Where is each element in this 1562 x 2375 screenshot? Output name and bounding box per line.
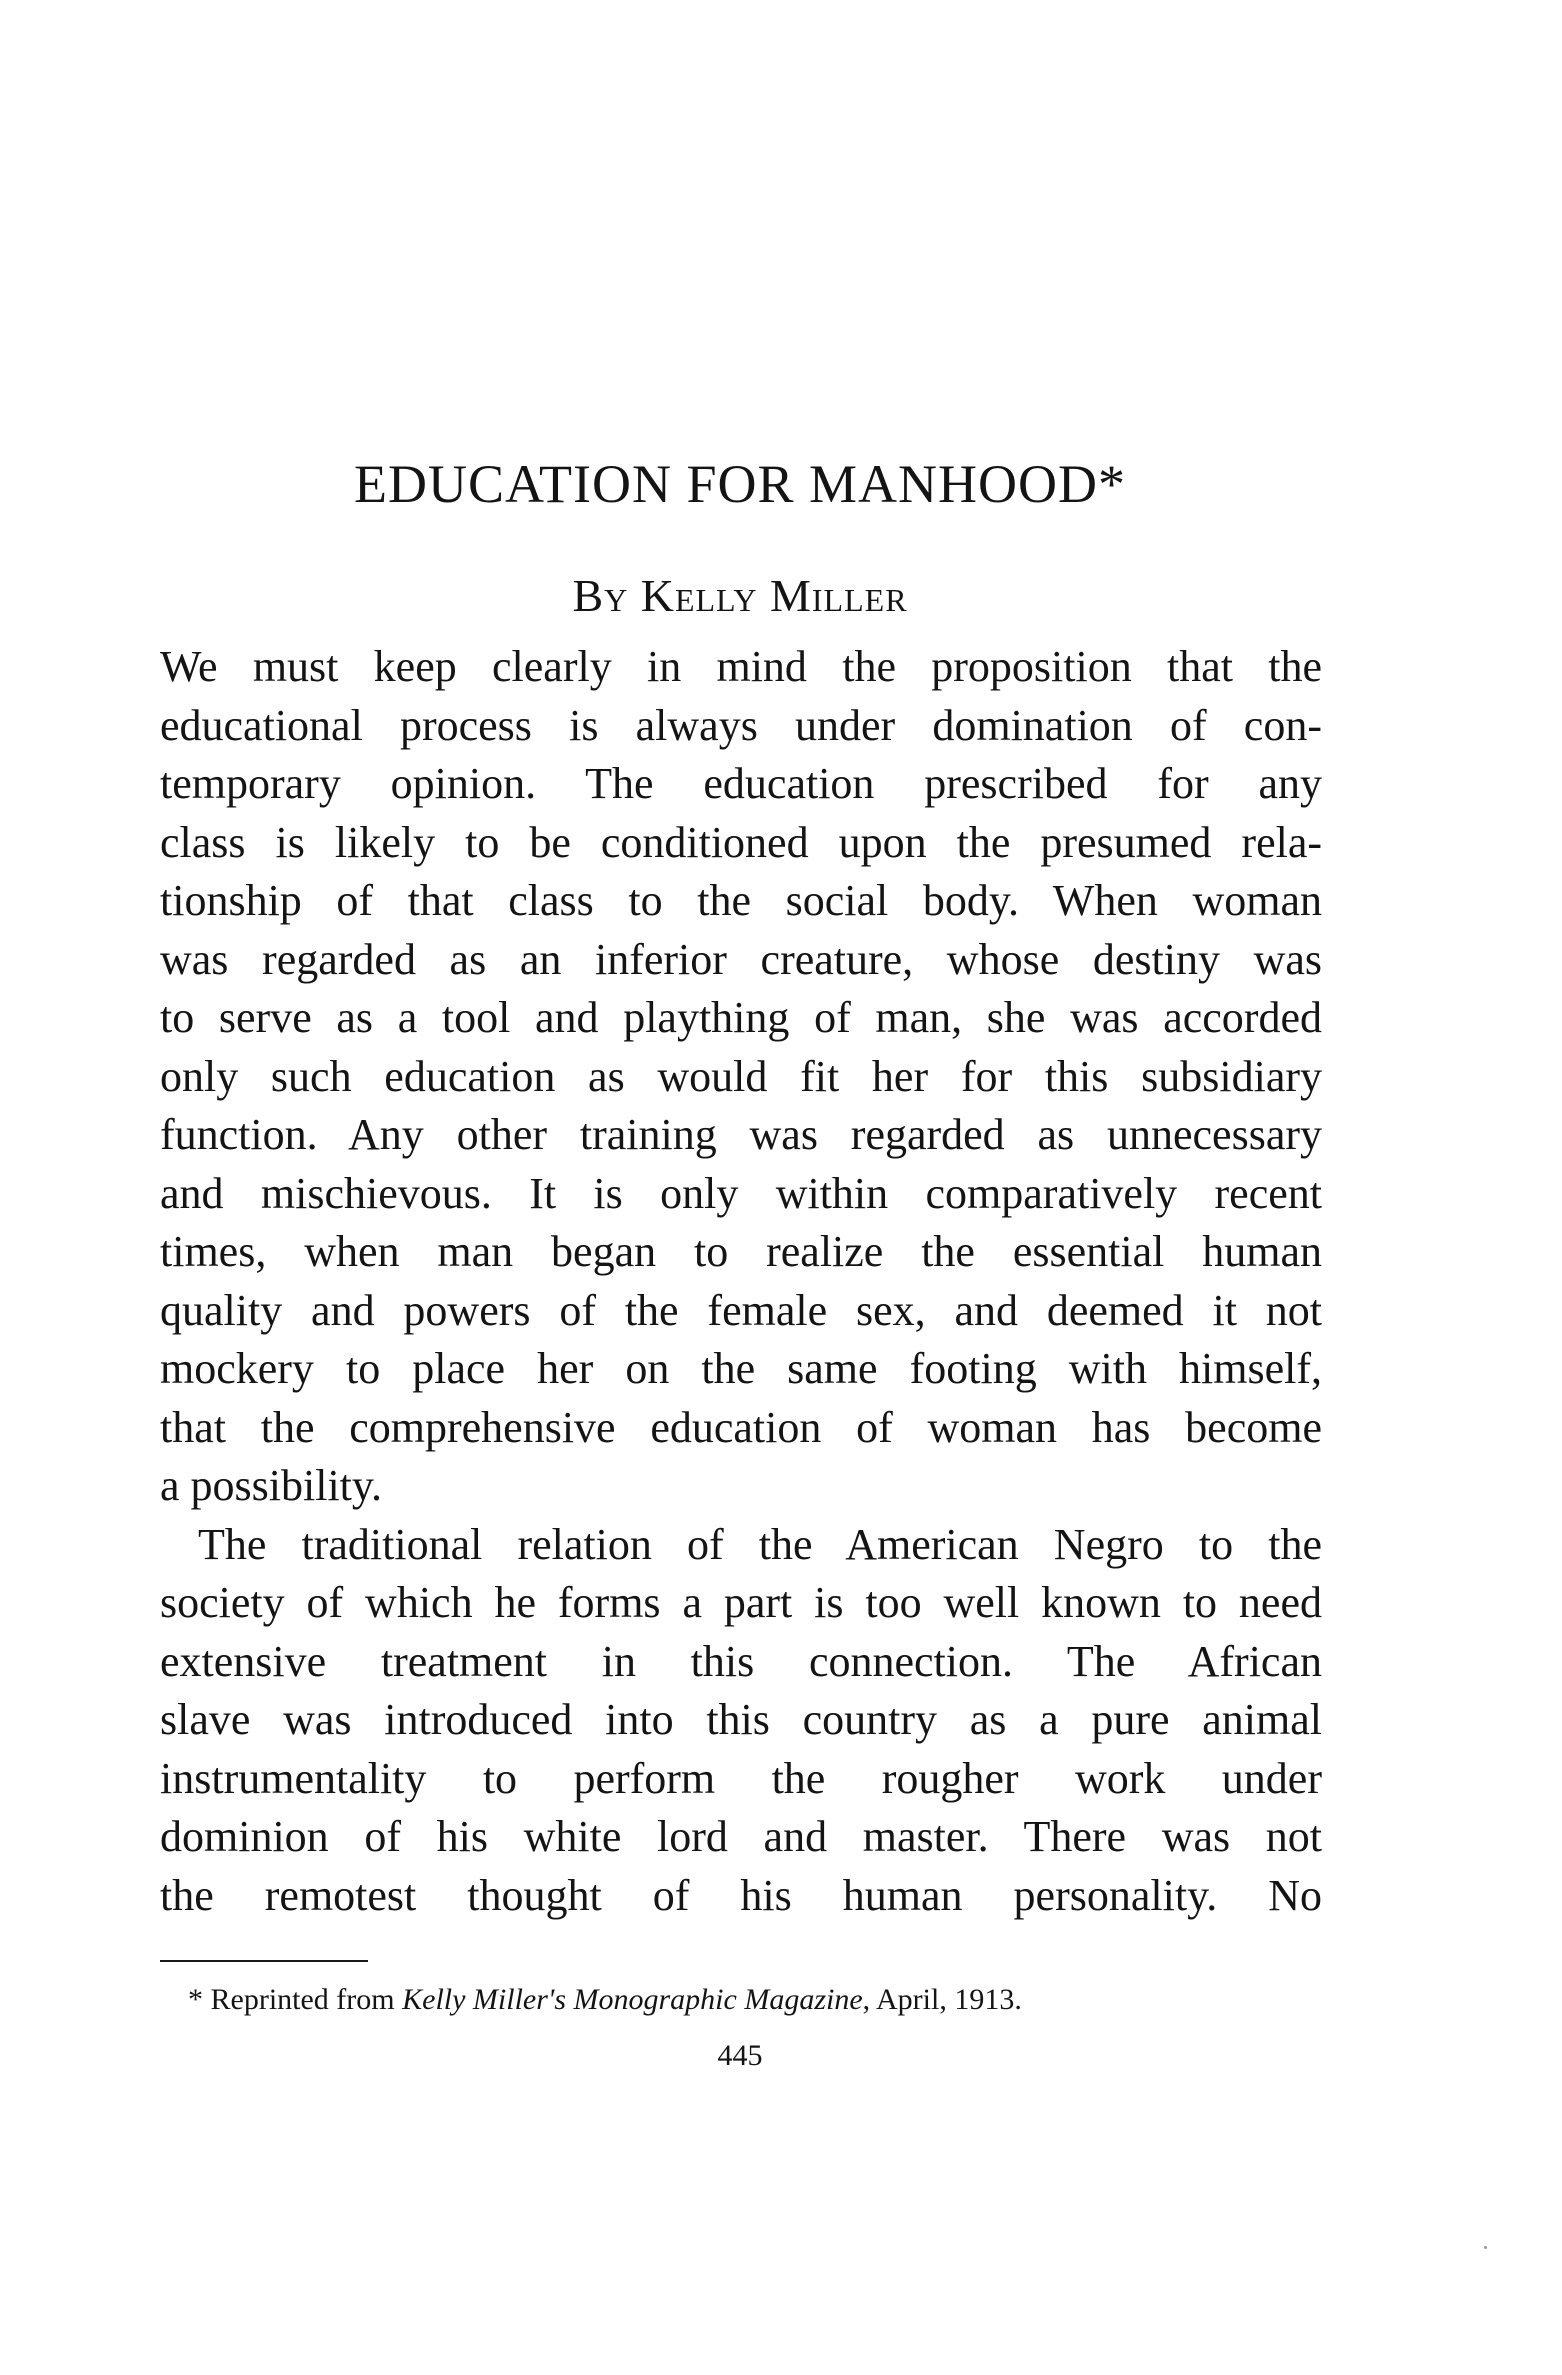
- paper-speck: [1484, 2246, 1487, 2249]
- paragraph-2-line-1: The traditional relation of the American Negro to the: [198, 1519, 1322, 1569]
- paragraph-1-line-14: that the comprehensive education of woman has become: [160, 1402, 1322, 1452]
- paragraph-1-line-13: mockery to place her on the same footing with himself,: [160, 1344, 1322, 1393]
- paragraph-2-line-5: instrumentality to perform the rougher work under: [160, 1753, 1322, 1803]
- footnote-prefix: * Reprinted from: [188, 1983, 403, 2016]
- footnote-suffix: , April, 1913.: [862, 1983, 1022, 2016]
- paragraph-1-line-8: only such education as would fit her for this subsidiary: [160, 1051, 1322, 1101]
- paragraph-2-line-4: slave was introduced into this country as a pure animal: [160, 1695, 1322, 1744]
- author-byline: By Kelly Miller: [572, 570, 908, 621]
- paragraph-2-line-6: dominion of his white lord and master. There was not: [160, 1812, 1322, 1861]
- paragraph-1-line-7: to serve as a tool and plaything of man, she was accorded: [160, 993, 1322, 1042]
- article-title: EDUCATION FOR MANHOOD*: [353, 454, 1126, 514]
- paragraph-1-line-6: was regarded as an inferior creature, whose destiny was: [160, 934, 1322, 984]
- footnote-rule: [160, 1960, 368, 1962]
- paragraph-1-line-1: We must keep clearly in mind the proposition that the: [160, 642, 1322, 691]
- page-number: 445: [717, 2039, 763, 2072]
- footnote: [160, 1980, 1322, 2020]
- paragraph-1-line-5: tionship of that class to the social body. When woman: [160, 876, 1322, 925]
- paragraph-1-line-3: temporary opinion. The education prescribed for any: [160, 759, 1322, 808]
- paragraph-1-line-15: a possibility.: [160, 1461, 383, 1510]
- paragraph-1-line-11: times, when man began to realize the essential human: [160, 1227, 1322, 1276]
- paragraph-1-line-2: educational process is always under domination of con-: [160, 700, 1322, 750]
- paragraph-2-line-2: society of which he forms a part is too well known to need: [160, 1578, 1322, 1627]
- article-body: [160, 638, 1322, 1925]
- paragraph-1-line-12: quality and powers of the female sex, and deemed it not: [160, 1285, 1322, 1335]
- paragraph-2-line-7: the remotest thought of his human personality. No: [160, 1870, 1322, 1920]
- paragraph-2-line-3: extensive treatment in this connection. The African: [160, 1636, 1322, 1686]
- paragraph-1-line-4: class is likely to be conditioned upon the presumed rela-: [160, 817, 1322, 867]
- footnote-source-title: Kelly Miller's Monographic Magazine: [402, 1983, 863, 2016]
- paragraph-1-line-9: function. Any other training was regarded as unnecessary: [160, 1110, 1322, 1159]
- paragraph-1-line-10: and mischievous. It is only within comparatively recent: [160, 1168, 1322, 1218]
